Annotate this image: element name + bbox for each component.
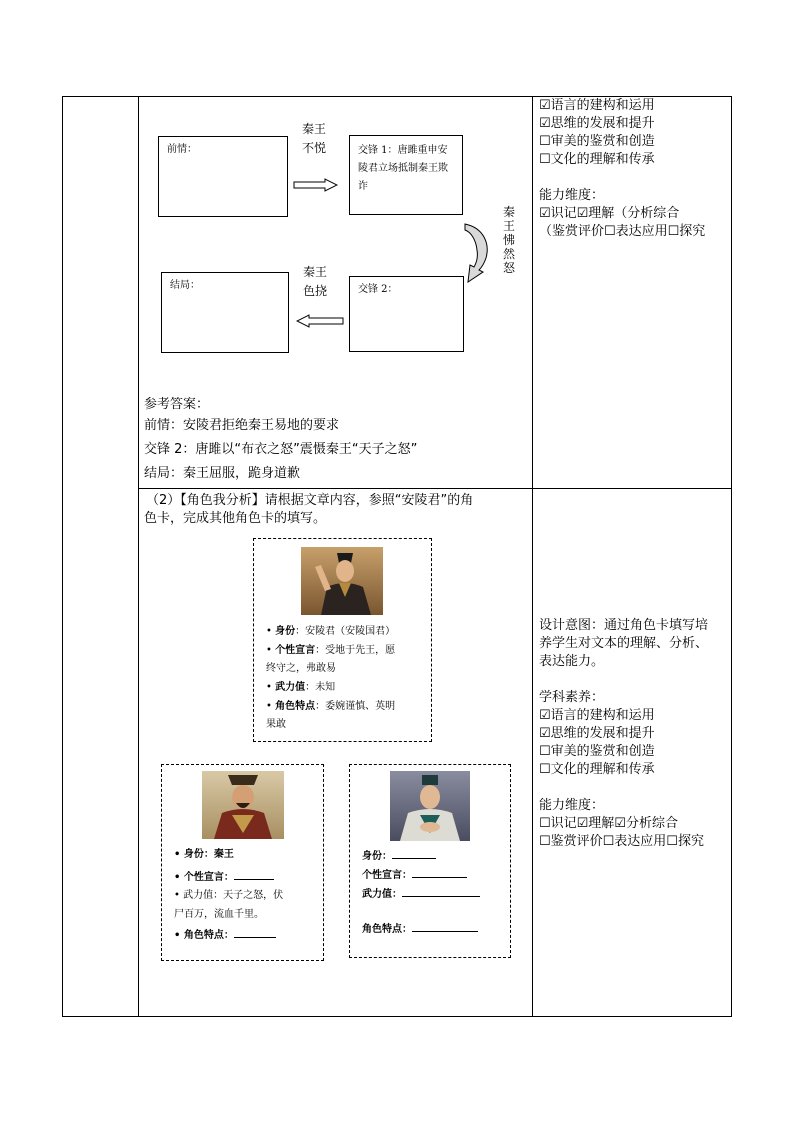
flow-box-clash-2: 交锋 2： <box>349 276 464 352</box>
qin-power-cont: 尸百万，流血千里。 <box>174 909 264 920</box>
design-intent-line: 表达能力。 <box>539 654 605 669</box>
answer-line-1: 前情：安陵君拒绝秦王易地的要求 <box>144 418 340 433</box>
role-card-anling <box>253 538 432 742</box>
task-line-1: （2）【角色我分析】请根据文章内容，参照“安陵君”的角 <box>146 493 474 508</box>
table-border-bottom <box>62 1016 732 1017</box>
anling-quote: • 个性宣言：受地于先王，愿 <box>266 645 396 656</box>
ability-line: ☐识记☑理解☑分析综合 <box>539 816 678 831</box>
ability-title: 能力维度： <box>539 188 605 203</box>
literacy-title: 学科素养： <box>539 690 605 705</box>
table-border-right <box>731 96 732 1017</box>
tangju-trait: 角色特点： <box>362 921 478 937</box>
flow-box-ending: 结局： <box>161 272 289 353</box>
role-card-qin <box>161 764 324 961</box>
tangju-portrait <box>390 771 470 841</box>
table-col-divider-2 <box>532 96 533 1017</box>
literacy-item: ☐审美的鉴赏和创造 <box>539 744 655 759</box>
table-col-divider-1 <box>138 96 139 1017</box>
right-top-panel <box>539 97 729 241</box>
design-intent-line: 养学生对文本的理解、分析、 <box>539 636 709 651</box>
flow-box-clash-1: 交锋 1：唐雎重申安陵君立场抵制秦王欺诈 <box>349 135 463 215</box>
ability-title: 能力维度： <box>539 798 605 813</box>
arrow-right-icon <box>293 178 338 192</box>
qin-portrait <box>202 771 284 839</box>
table-border-left <box>62 96 63 1017</box>
tangju-identity: 身份： <box>362 848 436 864</box>
flow-box-prequel: 前情： <box>158 136 288 217</box>
anling-portrait <box>301 547 383 615</box>
qin-identity: • 身份：秦王 <box>174 849 234 860</box>
anling-trait-cont: 果敢 <box>266 719 286 730</box>
ability-line: （鉴赏评价☐表达应用☐探究 <box>539 224 706 239</box>
anling-power: • 武力值：未知 <box>266 682 336 693</box>
curved-arrow-icon <box>462 222 492 284</box>
qin-trait: • 角色特点： <box>174 927 276 943</box>
table-row-divider <box>138 488 732 489</box>
design-intent-line: 设计意图：通过角色卡填写培 <box>539 618 709 633</box>
flow-label-side: 秦王怫然怒 <box>503 205 516 275</box>
ability-line: ☐鉴赏评价☐表达应用☐探究 <box>539 834 704 849</box>
answer-title: 参考答案： <box>144 397 210 412</box>
ability-line: ☑识记☑理解（分析综合 <box>539 206 680 221</box>
tangju-power: 武力值： <box>362 886 480 902</box>
role-card-tangju <box>349 764 511 958</box>
qin-quote: • 个性宣言： <box>174 869 274 885</box>
task-line-2: 色卡，完成其他角色卡的填写。 <box>144 511 327 526</box>
literacy-item: ☑思维的发展和提升 <box>539 116 655 131</box>
answer-line-2: 交锋 2：唐雎以“布衣之怒”震慑秦王“天子之怒” <box>144 442 418 457</box>
right-bottom-panel <box>539 617 729 851</box>
literacy-item: ☐文化的理解和传承 <box>539 152 655 167</box>
literacy-item: ☑思维的发展和提升 <box>539 726 655 741</box>
anling-identity: • 身份：安陵君（安陵国君） <box>266 626 396 637</box>
literacy-item: ☐审美的鉴赏和创造 <box>539 134 655 149</box>
tangju-quote: 个性宣言： <box>362 867 467 883</box>
qin-power: • 武力值：天子之怒，伏 <box>174 890 284 901</box>
literacy-item: ☐文化的理解和传承 <box>539 762 655 777</box>
flow-label-bottom: 秦王 色挠 <box>303 265 328 298</box>
arrow-left-icon <box>296 314 344 328</box>
flow-label-top: 秦王 不悦 <box>302 122 327 155</box>
anling-trait: • 角色特点：委婉谨慎、英明 <box>266 701 396 712</box>
literacy-item: ☑语言的建构和运用 <box>539 98 655 113</box>
anling-quote-cont: 终守之，弗敢易 <box>266 663 336 674</box>
literacy-item: ☑语言的建构和运用 <box>539 708 655 723</box>
answer-line-3: 结局：秦王屈服，跪身道歉 <box>144 466 301 481</box>
